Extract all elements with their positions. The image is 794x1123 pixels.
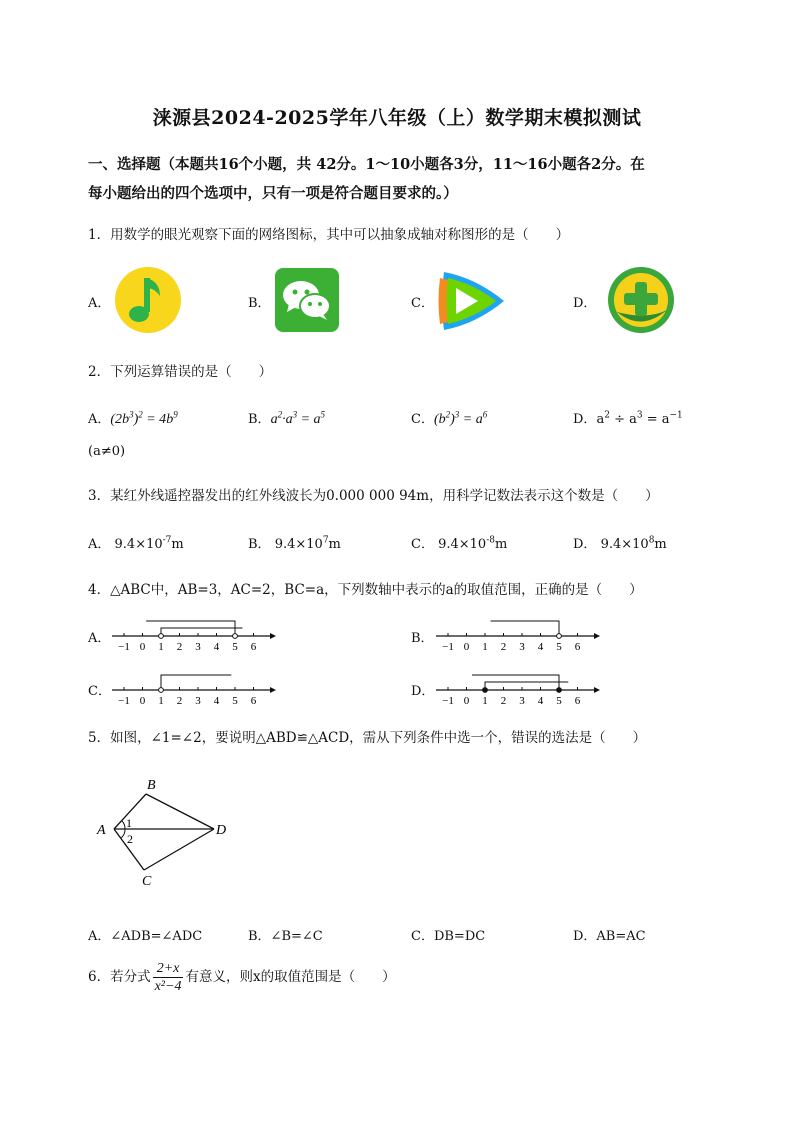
q4c-tick-label: −1: [118, 695, 130, 707]
q3-mantissa-d: 9.4×10: [600, 537, 649, 552]
q5-angle-2: 2: [127, 832, 133, 846]
q4d-range: [485, 682, 568, 690]
q4b-tick-label: 4: [537, 641, 544, 653]
q3-stem: 3．某红外线遥控器发出的红外线波长为0.000 000 94m，用科学记数法表示这个数是（ ）: [88, 488, 659, 504]
q6-stem-post: 有意义，则x的取值范围是（ ）: [185, 969, 396, 985]
q1-label-a: A．: [88, 296, 111, 311]
q4a-endpoint: [233, 634, 238, 639]
q4d-tick-label: 1: [482, 695, 488, 707]
q3-unit-c: m: [494, 537, 508, 552]
q3-label-d: D．: [573, 537, 597, 552]
q5-figure: [92, 772, 242, 892]
q3-label-a: A．: [88, 537, 111, 552]
q4b-tick-label: 6: [574, 641, 581, 653]
q4c-range: [161, 675, 231, 690]
q5-stem: 5．如图，∠1=∠2，要说明△ABD≌△ACD，需从下列条件中选一个，错误的选法是（ ）: [88, 730, 647, 746]
360-security-icon: [607, 266, 675, 334]
q6-stem-pre: 6．若分式: [88, 969, 151, 985]
q6-numerator: 2+x: [153, 960, 184, 978]
q4-label-a: A．: [88, 631, 111, 646]
q5-angle-1: 1: [126, 816, 132, 830]
q2-option-b: B．$a^2\cdot a^3 = a^5$: [248, 409, 326, 427]
q3-option-c: [411, 533, 507, 552]
q4c-tick-label: 6: [250, 695, 257, 707]
q2-stem: 2．下列运算错误的是（ ）: [88, 364, 273, 380]
q1-stem: 1．用数学的眼光观察下面的网络图标，其中可以抽象成轴对称图形的是（ ）: [88, 227, 570, 243]
q4c-tick-label: 4: [213, 695, 220, 707]
q4b-tick-label: 1: [482, 641, 488, 653]
q4d-endpoint: [483, 688, 488, 693]
q4a-tick-label: 0: [139, 641, 146, 653]
q4d-tick-label: 6: [574, 695, 581, 707]
q4c-tick-label: 2: [176, 695, 183, 707]
q4c-tick-label: 5: [232, 695, 238, 707]
section-heading-line2: 每小题给出的四个选项中，只有一项是符合题目要求的。）: [88, 185, 458, 202]
q4-label-b: B．: [411, 631, 434, 646]
q2-option-c: C．$(b^2)^3 = a^6$: [411, 409, 488, 427]
q5-label-c: C: [142, 874, 152, 889]
q4c-tick-label: 3: [195, 695, 201, 707]
q4-stem: 4．△ABC中，AB=3，AC=2，BC=a，下列数轴中表示的a的取值范围，正确的是（ ）: [88, 582, 643, 598]
q5-label-b: B: [147, 778, 156, 793]
q4c-endpoint: [159, 688, 164, 693]
q3-label-c: C．: [411, 537, 434, 552]
q3-mantissa-b: 9.4×10: [274, 537, 323, 552]
q5-option-b: B．∠B=∠C: [248, 929, 323, 944]
q4d-tick-label: 4: [537, 695, 544, 707]
q3-exp-b: 7: [322, 535, 329, 546]
q4a-arrow: [270, 633, 276, 639]
q1-label-c: C．: [411, 296, 434, 311]
q3-option-d: [573, 533, 667, 552]
tencent-video-icon: [436, 268, 508, 334]
qq-music-icon: [114, 266, 182, 334]
q4d-tick-label: 2: [500, 695, 507, 707]
q5-option-a: A．∠ADB=∠ADC: [88, 929, 203, 944]
q4b-tick-label: −1: [442, 641, 454, 653]
wechat-icon: [275, 268, 339, 332]
q2-option-d: D．$a^2 \div a^3 = a^{-1}$: [573, 410, 683, 427]
q3-unit-b: m: [328, 537, 341, 552]
q4d-tick-label: 3: [519, 695, 525, 707]
q4a-tick-label: 4: [213, 641, 220, 653]
q1-label-d: D．: [573, 296, 597, 311]
q4-label-c: C．: [88, 684, 111, 699]
q3-unit-d: m: [654, 537, 667, 552]
q4-numberline-a: [112, 616, 277, 654]
q5-option-c: C．DB=DC: [411, 929, 486, 944]
q2-condition: (a≠0): [88, 444, 126, 459]
q3-option-b: [248, 533, 341, 552]
q4c-tick-label: 0: [139, 695, 146, 707]
q5-label-d: D: [216, 823, 227, 838]
q4a-tick-label: 5: [232, 641, 238, 653]
q5-label-a: A: [97, 823, 106, 838]
q4b-endpoint: [557, 634, 562, 639]
q3-option-a: [88, 533, 184, 552]
q4-label-d: D．: [411, 684, 435, 699]
q6-fraction: [153, 960, 184, 995]
q3-unit-a: m: [171, 537, 184, 552]
q2-label-a: A．: [88, 412, 111, 427]
q4a-endpoint: [159, 634, 164, 639]
section-heading-line1: 一、选择题（本题共16个小题，共 42分。1～10小题各3分，11～16小题各2分。在: [88, 156, 645, 173]
q5-option-d: D．AB=AC: [573, 929, 646, 944]
q3-mantissa-c: 9.4×10: [438, 537, 487, 552]
q4-numberline-d: [436, 670, 601, 708]
q4a-tick-label: 3: [195, 641, 201, 653]
q4a-tick-label: 1: [158, 641, 164, 653]
q1-label-b: B．: [248, 296, 271, 311]
q4a-range: [161, 628, 242, 636]
q3-label-b: B．: [248, 537, 271, 552]
q4b-tick-label: 5: [556, 641, 562, 653]
q2-label-c: C．: [411, 412, 434, 427]
page-title: 涞源县2024-2025学年八年级（上）数学期末模拟测试: [152, 107, 642, 129]
q2-label-d: D．: [573, 412, 597, 427]
q6-stem: [88, 960, 396, 995]
q4d-tick-label: −1: [442, 695, 454, 707]
q4d-tick-label: 5: [556, 695, 562, 707]
q4d-tick-label: 0: [463, 695, 470, 707]
q2-option-a: A．$(2b^3)^2 = 4b^9$: [88, 409, 178, 427]
q3-exp-d: 8: [648, 535, 655, 546]
q4b-arrow: [594, 633, 600, 639]
q4b-range: [491, 621, 559, 636]
q3-mantissa-a: 9.4×10: [114, 537, 163, 552]
q4c-tick-label: 1: [158, 695, 164, 707]
q4-numberline-c: [112, 670, 277, 708]
q3-exp-a: -7: [162, 535, 172, 546]
q6-denominator: x²−4: [154, 979, 182, 994]
q2-label-b: B．: [248, 412, 271, 427]
q4b-tick-label: 0: [463, 641, 470, 653]
q4c-arrow: [270, 687, 276, 693]
q4d-arrow: [594, 687, 600, 693]
q4-numberline-b: [436, 616, 601, 654]
q3-exp-c: -8: [486, 535, 495, 546]
q4a-tick-label: −1: [118, 641, 130, 653]
q4a-tick-label: 6: [250, 641, 257, 653]
q4b-tick-label: 3: [519, 641, 525, 653]
q4d-endpoint: [557, 688, 562, 693]
q4b-tick-label: 2: [500, 641, 507, 653]
q4a-tick-label: 2: [176, 641, 183, 653]
